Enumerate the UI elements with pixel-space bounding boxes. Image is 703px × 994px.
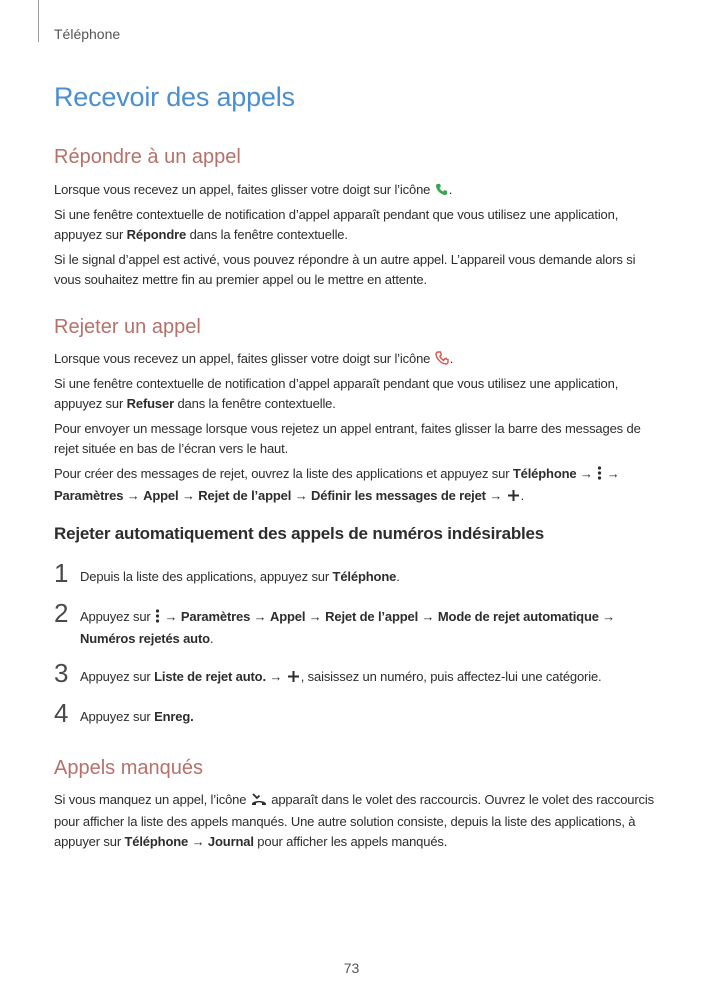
step-text: Appuyez sur Enreg.: [80, 709, 194, 724]
plus-icon: [507, 488, 520, 508]
more-options-icon: [597, 466, 602, 486]
step-number: 2: [54, 598, 69, 628]
phone-reject-icon: [435, 351, 449, 371]
more-options-icon: [155, 609, 160, 629]
header-section-label: Téléphone: [54, 26, 121, 42]
reject-paragraph-2: Si une fenêtre contextuelle de notification d’appel apparaît pendant que vous utilisez une application, appuyez sur Refuser dans la fenêtre contextuelle.: [54, 376, 619, 411]
reject-paragraph-4: Pour créer des messages de rejet, ouvrez la liste des applications et appuyez sur Téléphone → → Paramètres → Appel → Rejet de l’appel → Définir les messages de rejet → .: [54, 464, 654, 508]
page-title: Recevoir des appels: [54, 82, 295, 112]
plus-icon: [287, 669, 300, 689]
header-rule: [38, 0, 39, 42]
page-number: 73: [343, 960, 360, 976]
section-heading-reject: Rejeter un appel: [54, 316, 201, 338]
reject-paragraph-3: Pour envoyer un message lorsque vous rejetez un appel entrant, faites glisser la barre des messages de rejet située en bas de l’écran vers le haut.: [54, 421, 641, 456]
answer-paragraph-1: Lorsque vous recevez un appel, faites glisser votre doigt sur l’icône .: [54, 180, 654, 202]
step-text: Appuyez sur → Paramètres → Appel → Rejet de l’appel → Mode de rejet automatique → Numéros rejetés auto.: [80, 609, 616, 646]
refuser-label: Refuser: [126, 396, 174, 411]
step-number: 3: [54, 658, 69, 688]
answer-paragraph-3: Si le signal d’appel est activé, vous pouvez répondre à un autre appel. L’appareil vous demande alors si vous souhaitez mettre fin au premier appel ou le mettre en attente.: [54, 252, 636, 287]
reject-paragraph-1: Lorsque vous recevez un appel, faites glisser votre doigt sur l’icône .: [54, 349, 654, 371]
missed-call-icon: [251, 792, 267, 812]
answer-paragraph-2: Si une fenêtre contextuelle de notification d’appel apparaît pendant que vous utilisez une application, appuyez sur Répondre dans la fenêtre contextuelle.: [54, 207, 619, 242]
step-number: 4: [54, 698, 69, 728]
step-text: Appuyez sur Liste de rejet auto. → , saisissez un numéro, puis affectez-lui une catégorie.: [80, 667, 650, 689]
subsection-heading-auto-reject: Rejeter automatiquement des appels de numéros indésirables: [54, 524, 545, 543]
phone-answer-icon: [435, 182, 448, 202]
section-heading-missed: Appels manqués: [54, 757, 203, 779]
missed-paragraph-1: Si vous manquez un appel, l’icône apparaît dans le volet des raccourcis. Ouvrez le volet des raccourcis pour afficher la liste des appels manqués. Une autre solution consiste, depuis la liste des applications, à appuyer sur Téléphone → Journal pour afficher les appels manqués.: [54, 792, 654, 849]
section-heading-answer: Répondre à un appel: [54, 146, 241, 168]
step-number: 1: [54, 558, 69, 588]
step-text: Depuis la liste des applications, appuyez sur Téléphone.: [80, 569, 400, 584]
repondre-label: Répondre: [126, 227, 187, 242]
